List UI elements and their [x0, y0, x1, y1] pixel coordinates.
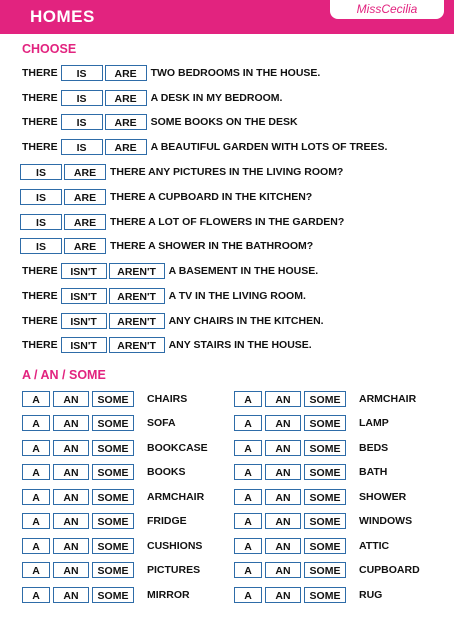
choose-row — [22, 311, 324, 330]
article-noun: ARMCHAIR — [359, 392, 417, 405]
choose-option-1[interactable]: IS — [61, 90, 103, 106]
article-row — [234, 511, 412, 530]
article-option[interactable]: AN — [265, 391, 301, 407]
choose-row-text: THERE ANY PICTURES IN THE LIVING ROOM? — [110, 165, 344, 178]
choose-option-1[interactable]: IS — [61, 139, 103, 155]
choose-option-2[interactable]: AREN'T — [109, 263, 165, 279]
article-option[interactable]: A — [234, 489, 262, 505]
choose-option-2[interactable]: ARE — [105, 139, 147, 155]
article-option[interactable]: AN — [265, 464, 301, 480]
article-noun: BATH — [359, 465, 388, 478]
article-option[interactable]: A — [22, 562, 50, 578]
choose-option-1[interactable]: ISN'T — [61, 288, 107, 304]
article-row — [22, 413, 176, 432]
section-title-choose: CHOOSE — [22, 42, 77, 56]
choose-option-2[interactable]: AREN'T — [109, 288, 165, 304]
article-noun: CUPBOARD — [359, 563, 420, 576]
article-option[interactable]: A — [22, 587, 50, 603]
choose-row — [20, 212, 344, 231]
article-option[interactable]: AN — [265, 562, 301, 578]
choose-row — [22, 63, 320, 82]
choose-row-text: ANY CHAIRS IN THE KITCHEN. — [168, 314, 324, 327]
choose-row-text: A BASEMENT IN THE HOUSE. — [168, 264, 319, 277]
article-option[interactable]: A — [234, 587, 262, 603]
article-row — [22, 511, 187, 530]
choose-option-1[interactable]: IS — [61, 114, 103, 130]
article-row — [22, 585, 190, 604]
choose-option-2[interactable]: ARE — [105, 65, 147, 81]
article-option[interactable]: SOME — [92, 464, 134, 480]
article-option[interactable]: SOME — [304, 538, 346, 554]
choose-row — [22, 261, 318, 280]
article-option[interactable]: AN — [53, 587, 89, 603]
choose-row-lead: THERE — [22, 289, 58, 302]
choose-row-text: THERE A CUPBOARD IN THE KITCHEN? — [110, 190, 313, 203]
article-option[interactable]: SOME — [92, 538, 134, 554]
article-option[interactable]: SOME — [92, 489, 134, 505]
article-option[interactable]: SOME — [92, 587, 134, 603]
article-row — [22, 560, 200, 579]
choose-row-text: A TV IN THE LIVING ROOM. — [168, 289, 306, 302]
choose-option-2[interactable]: ARE — [64, 214, 106, 230]
article-noun: CUSHIONS — [147, 539, 203, 552]
article-option[interactable]: SOME — [92, 391, 134, 407]
article-option[interactable]: SOME — [304, 415, 346, 431]
article-option[interactable]: AN — [53, 489, 89, 505]
article-option[interactable]: SOME — [304, 489, 346, 505]
choose-row — [22, 286, 306, 305]
choose-row-text: THERE A LOT OF FLOWERS IN THE GARDEN? — [110, 215, 345, 228]
choose-option-2[interactable]: ARE — [64, 164, 106, 180]
choose-row-text: ANY STAIRS IN THE HOUSE. — [168, 338, 312, 351]
page-header — [0, 0, 454, 34]
choose-option-1[interactable]: IS — [20, 214, 62, 230]
choose-row — [20, 236, 313, 255]
article-option[interactable]: SOME — [304, 513, 346, 529]
choose-option-2[interactable]: ARE — [105, 114, 147, 130]
choose-row — [22, 112, 298, 131]
article-option[interactable]: SOME — [304, 391, 346, 407]
article-row — [234, 462, 387, 481]
article-row — [234, 487, 406, 506]
choose-row-lead: THERE — [22, 140, 58, 153]
choose-row-lead: THERE — [22, 115, 58, 128]
choose-option-2[interactable]: ARE — [105, 90, 147, 106]
article-option[interactable]: AN — [265, 587, 301, 603]
brand-logo: MissCecilia — [330, 0, 444, 19]
choose-option-1[interactable]: ISN'T — [61, 313, 107, 329]
article-option[interactable]: A — [234, 391, 262, 407]
article-option[interactable]: SOME — [92, 440, 134, 456]
article-noun: LAMP — [359, 416, 389, 429]
article-option[interactable]: A — [22, 513, 50, 529]
article-option[interactable]: A — [234, 538, 262, 554]
article-option[interactable]: A — [22, 415, 50, 431]
article-row — [22, 389, 187, 408]
article-option[interactable]: AN — [53, 391, 89, 407]
article-noun: MIRROR — [147, 588, 190, 601]
article-row — [22, 438, 208, 457]
choose-row-lead: THERE — [22, 264, 58, 277]
article-row — [234, 560, 420, 579]
article-noun: SOFA — [147, 416, 176, 429]
choose-row-lead: THERE — [22, 338, 58, 351]
article-option[interactable]: A — [234, 464, 262, 480]
article-option[interactable]: SOME — [92, 415, 134, 431]
article-noun: BEDS — [359, 441, 389, 454]
choose-option-2[interactable]: AREN'T — [109, 313, 165, 329]
article-noun: SHOWER — [359, 490, 407, 503]
article-noun: ARMCHAIR — [147, 490, 205, 503]
article-option[interactable]: AN — [53, 415, 89, 431]
article-option[interactable]: SOME — [92, 513, 134, 529]
choose-row-text: SOME BOOKS ON THE DESK — [150, 115, 298, 128]
choose-option-1[interactable]: IS — [61, 65, 103, 81]
article-noun: FRIDGE — [147, 514, 187, 527]
article-noun: BOOKS — [147, 465, 186, 478]
choose-option-2[interactable]: AREN'T — [109, 337, 165, 353]
choose-option-1[interactable]: IS — [20, 164, 62, 180]
article-option[interactable]: AN — [265, 513, 301, 529]
article-option[interactable]: A — [234, 415, 262, 431]
article-option[interactable]: A — [22, 489, 50, 505]
article-option[interactable]: AN — [265, 489, 301, 505]
article-noun: CHAIRS — [147, 392, 188, 405]
article-row — [234, 438, 388, 457]
choose-option-1[interactable]: IS — [20, 189, 62, 205]
choose-row-lead: THERE — [22, 91, 58, 104]
choose-option-2[interactable]: ARE — [64, 189, 106, 205]
article-option[interactable]: AN — [53, 562, 89, 578]
article-row — [22, 462, 186, 481]
article-option[interactable]: SOME — [304, 562, 346, 578]
article-option[interactable]: A — [22, 391, 50, 407]
article-row — [234, 585, 382, 604]
choose-option-2[interactable]: ARE — [64, 238, 106, 254]
article-row — [22, 487, 204, 506]
choose-row-text: A BEAUTIFUL GARDEN WITH LOTS OF TREES. — [150, 140, 388, 153]
article-noun: RUG — [359, 588, 383, 601]
choose-row-text: THERE A SHOWER IN THE BATHROOM? — [110, 239, 314, 252]
article-row — [234, 536, 389, 555]
choose-row — [20, 162, 343, 181]
choose-row-lead: THERE — [22, 314, 58, 327]
article-noun: ATTIC — [359, 539, 390, 552]
article-option[interactable]: AN — [53, 440, 89, 456]
choose-option-1[interactable]: ISN'T — [61, 337, 107, 353]
article-option[interactable]: A — [234, 562, 262, 578]
article-option[interactable]: A — [234, 440, 262, 456]
article-option[interactable]: SOME — [304, 440, 346, 456]
article-option[interactable]: A — [22, 440, 50, 456]
article-row — [22, 536, 202, 555]
article-option[interactable]: AN — [265, 415, 301, 431]
choose-row-text: A DESK IN MY BEDROOM. — [150, 91, 283, 104]
article-noun: PICTURES — [147, 563, 201, 576]
article-option[interactable]: SOME — [304, 464, 346, 480]
article-noun: WINDOWS — [359, 514, 413, 527]
choose-option-1[interactable]: ISN'T — [61, 263, 107, 279]
article-option[interactable]: AN — [265, 440, 301, 456]
choose-row — [22, 137, 387, 156]
article-option[interactable]: AN — [53, 513, 89, 529]
article-option[interactable]: A — [22, 464, 50, 480]
article-noun: BOOKCASE — [147, 441, 208, 454]
article-option[interactable]: SOME — [304, 587, 346, 603]
article-row — [234, 389, 416, 408]
article-option[interactable]: AN — [53, 464, 89, 480]
article-option[interactable]: SOME — [92, 562, 134, 578]
choose-row — [20, 187, 312, 206]
article-row — [234, 413, 389, 432]
page-title: HOMES — [30, 7, 95, 26]
article-option[interactable]: A — [22, 538, 50, 554]
section-title-articles: A / AN / SOME — [22, 368, 106, 382]
choose-row — [22, 335, 312, 354]
choose-row-lead: THERE — [22, 66, 58, 79]
article-option[interactable]: A — [234, 513, 262, 529]
article-option[interactable]: AN — [53, 538, 89, 554]
article-option[interactable]: AN — [265, 538, 301, 554]
choose-row — [22, 88, 282, 107]
choose-row-text: TWO BEDROOMS IN THE HOUSE. — [150, 66, 321, 79]
choose-option-1[interactable]: IS — [20, 238, 62, 254]
